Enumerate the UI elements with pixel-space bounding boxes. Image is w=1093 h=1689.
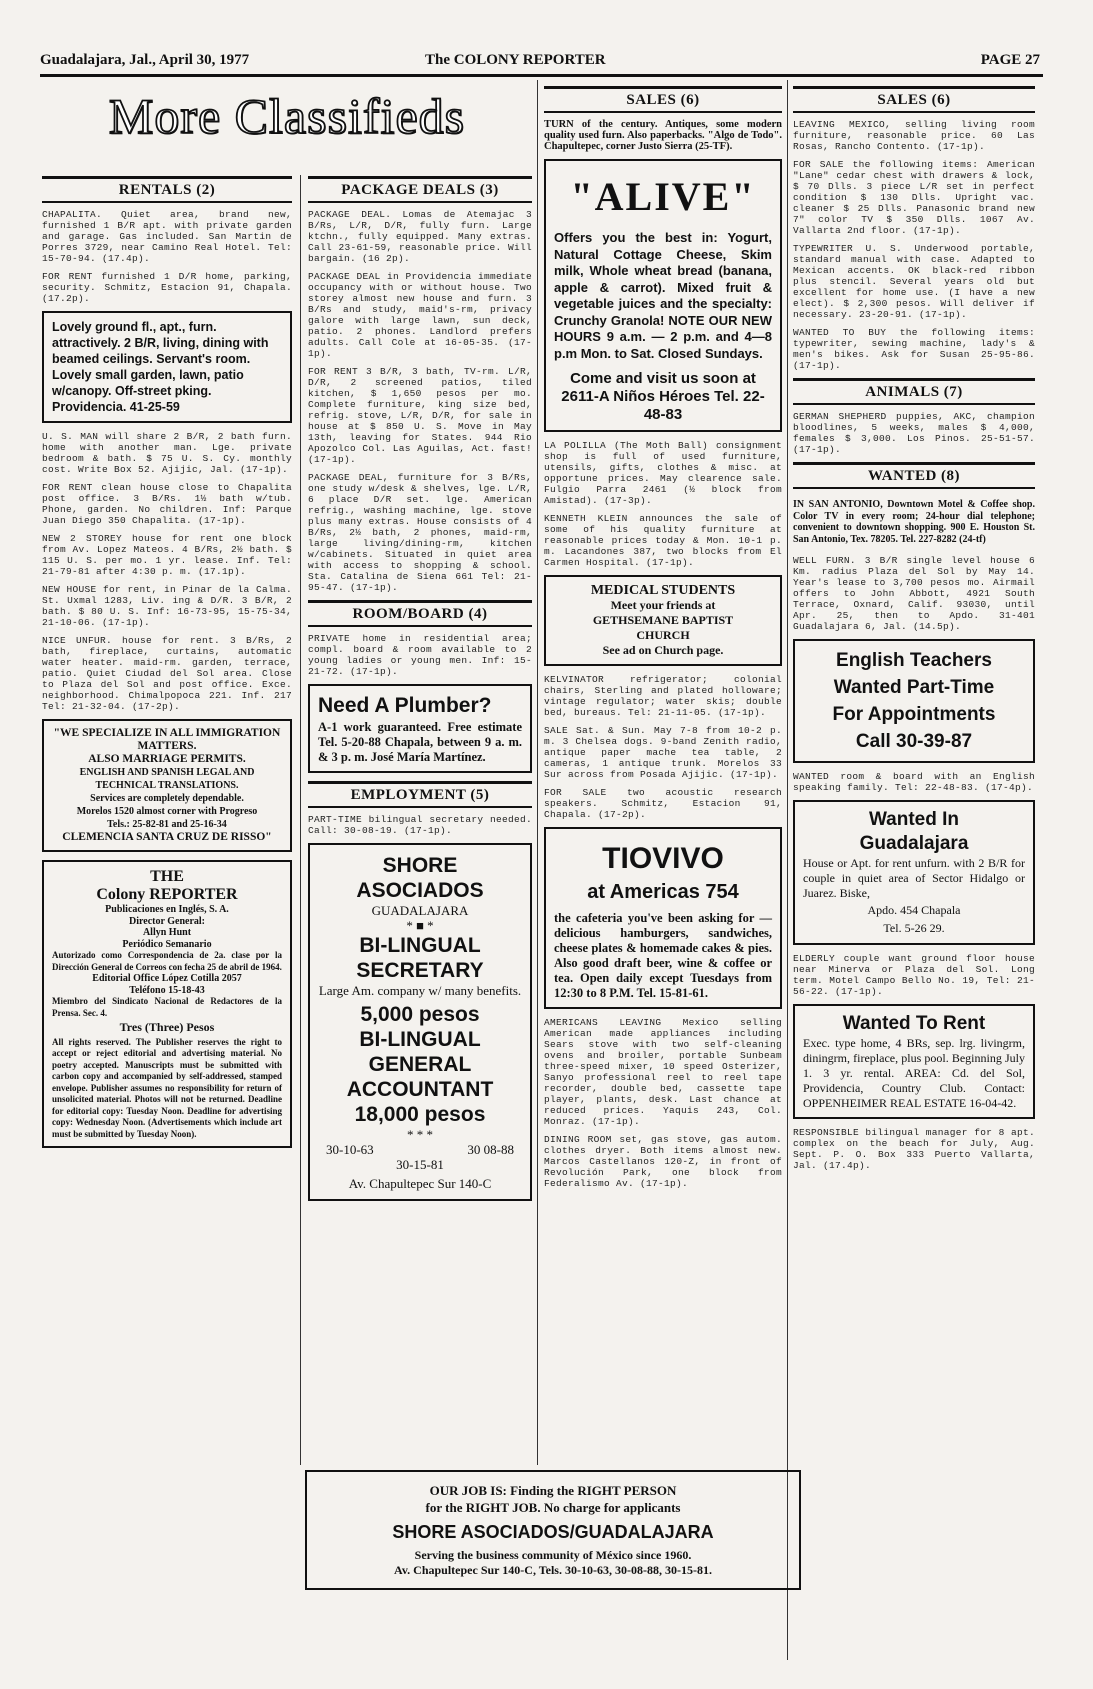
classified-ad: GERMAN SHEPHERD puppies, AKC, champion bloodlines, 5 weeks, males $ 4,000, females $ 3,000. Los Pinos. 25-51-57. (17-1p).	[793, 411, 1035, 455]
display-ad-immigration	[42, 719, 292, 852]
alive-headline: "ALIVE"	[570, 174, 756, 219]
shore-line: SECRETARY	[356, 959, 484, 982]
section-header-sales-2: SALES (6)	[793, 86, 1035, 113]
classified-ad: WANTED TO BUY the following items: typewriter, sewing machine, lady's & men's bikes. Ask for Susan 25-95-86. (17-1p).	[793, 327, 1035, 371]
title-block	[42, 86, 532, 152]
column-rentals	[42, 172, 292, 1156]
shore-line: ACCOUNTANT	[346, 1078, 494, 1101]
dateline: Guadalajara, Jal., April 30, 1977	[40, 52, 250, 68]
wg-headline: Guadalajara	[859, 833, 969, 854]
tiovivo-headline: TIOVIVO	[602, 842, 724, 875]
section-header-rentals: RENTALS (2)	[42, 176, 292, 203]
banner-line: for the RIGHT JOB. No charge for applicants	[425, 1500, 681, 1515]
shore-stars: * ■ *	[406, 918, 434, 933]
colophon-office: Editorial Office López Cotilla 2057	[92, 973, 242, 984]
classified-ad: WELL FURN. 3 B/R single level house 6 Km. radius Plaza del Sol by May 14. Year's lease to 3,700 pesos mo. Airmail offers to John Abbott, 4921 South Terrace, Oxnard, Calif. 93030, until Apr. 25, then to Apdo. 31-401 Guadalajara 6, Jal. (14.5p).	[793, 555, 1035, 632]
banner-line: Av. Chapultepec Sur 140-C, Tels. 30-10-63, 30-08-88, 30-15-81.	[394, 1563, 712, 1577]
header-rule	[40, 74, 1043, 77]
shore-line: ASOCIADOS	[356, 879, 484, 902]
shore-line: 5,000 pesos	[360, 1003, 480, 1026]
colophon-price: Tres (Three) Pesos	[119, 1020, 215, 1034]
display-ad-lovely: Lovely ground fl., apt., furn. attractively. 2 B/R, living, dining with beamed ceilings. Servant's room. Lovely small garden, lawn, patio w/canopy. Off-street pking. Providencia. 41-25-59	[42, 311, 292, 423]
banner-title: SHORE ASOCIADOS/GUADALAJARA	[392, 1522, 714, 1542]
paper-name: The COLONY REPORTER	[425, 52, 606, 68]
wr-text: Exec. type home, 4 BRs, sep. lrg. livingrm, diningrm, fireplace, plus pool. Beginning July 1. 3 yr. rental. AREA: Cd. del Sol, Providencia, Country Club. Contact: OPPENHEIMER REAL ESTATE 16-04-42.	[803, 1036, 1025, 1110]
banner-line: Serving the business community of México since 1960.	[414, 1548, 692, 1562]
colophon-the: THE	[150, 868, 184, 885]
classified-ad: TURN of the century. Antiques, some modern quality used furn. Also paperbacks. "Algo de Todo". Chapultepec, corner Justo Sierra (25-TF).	[544, 119, 782, 152]
colophon-member: Miembro del Sindicato Nacional de Redactores de la Prensa. Sec. 4.	[52, 996, 282, 1018]
section-header-animals: ANIMALS (7)	[793, 378, 1035, 405]
classified-ad: SALE Sat. & Sun. May 7-8 from 10-2 p. m. 3 Chelsea dogs. 9-band Zenith radio, antique paper mache tea table, 2 cameras, 1 antique trunk. Morelos 33 Sur across from Posada Ajijic. (17-1p).	[544, 725, 782, 780]
immig-line: CLEMENCIA SANTA CRUZ DE RISSO"	[62, 831, 272, 843]
classified-ad: LEAVING MEXICO, selling living room furniture, reasonable price. 60 Las Rosas, Rancho Contento. (17-1p).	[793, 119, 1035, 152]
classified-ad: NEW 2 STOREY house for rent one block from Av. Lopez Mateos. 4 B/Rs, 2½ bath. $ 115 U. S. per mo. 1 yr. lease. Inf. Tel: 21-79-81 after 4:30 p. m. (17.1p).	[42, 533, 292, 577]
column-rule	[300, 175, 301, 1465]
page-header	[40, 52, 1040, 74]
classified-ad: KELVINATOR refrigerator; colonial chairs, Sterling and plated holloware; vintage regulator; water skis; double bed, bureaus. Tel: 21-11-05. (17-1p).	[544, 674, 782, 718]
colophon-pub: Publicaciones en Inglés, S. A.	[105, 904, 229, 915]
classified-ad: CHAPALITA. Quiet area, brand new, furnished 1 B/R apt. with private garden and garage. Gas included. San Martin de Porres 3729, near Camino Real Hotel. Tel: 15-70-94. (17.4p).	[42, 209, 292, 264]
med-line: GETHSEMANE BAPTIST	[592, 613, 734, 627]
colophon-dir-label: Director General:	[129, 915, 205, 927]
classified-ad: PACKAGE DEAL in Providencia immediate occupancy with or without house. Two storey almost new house and furn. 3 B/Rs and study, maid's-rm, privacy galore with large lawn, sun deck, patio. 2 phones. Landlord prefers adults. Call Cole at 16-05-35. (17-1p).	[308, 271, 532, 359]
tiovivo-subhead: at Americas 754	[587, 881, 739, 903]
eng-line: English Teachers	[836, 650, 992, 671]
classified-ad: NICE UNFUR. house for rent. 3 B/Rs, 2 bath, fireplace, curtains, automatic water heater. maid-rm. garden, terrace, patio. Quiet Ciudad del Sol area. Close to Plaza del Sol and post office. Exce. neighborhood. Chimalpopoca 221. Inf. 217 Tel: 21-32-04. (17-2p).	[42, 635, 292, 712]
shore-tel: 30 08-88	[467, 1142, 514, 1157]
shore-line: BI-LINGUAL	[359, 934, 481, 957]
wg-headline: Wanted In	[868, 809, 960, 830]
shore-address: Av. Chapultepec Sur 140-C	[348, 1176, 492, 1191]
classified-ad: PRIVATE home in residential area; compl. board & room available to 2 young ladies or young men. Inf: 15-21-72. (17-1p).	[308, 633, 532, 677]
classified-ad: FOR RENT 3 B/R, 3 bath, TV-rm. L/R, D/R, 2 screened patios, tiled kitchen, $ 1,650 pesos per mo. Complete furniture, king size bed, refrig. stove, L/R, D/R, for sale in house at $ 850 U. S. Move in May 13th, leaving for States. 944 Rio Apozolco Col. Las Aguilas, Act. fast! (17-1p).	[308, 366, 532, 465]
immig-line: Morelos 1520 almost corner with Progreso	[76, 806, 258, 817]
med-headline: MEDICAL STUDENTS	[590, 583, 736, 598]
column-sales-wanted	[793, 82, 1035, 1178]
display-ad-wanted-to-rent	[793, 1004, 1035, 1119]
classified-ad: LA POLILLA (The Moth Ball) consignment shop is full of used furniture, utensils, gifts, clothes & misc. at opportune prices. May clearence sale. Fulgio Parra 2461 (½ block from Amistad). (17-3p).	[544, 440, 782, 506]
classified-ad: PACKAGE DEAL, furniture for 3 B/Rs, one study w/desk & shelves, lge. L/R, 6 place D/R set. lge. American refrig., washing machine, lge. stove plus many extras. House consists of 4 B/Rs, 2½ bath, 2 phones, maid-rm, large living/dining-rm, kitchen w/cabinets. Situated in quiet area with access to shopping & school. Sta. Catalina de Siena 661 Tel: 21-95-47. (17-1p).	[308, 472, 532, 593]
shore-line: SHORE	[382, 854, 458, 877]
classified-ad: RESPONSIBLE bilingual manager for 8 apt. complex on the beach for July, Aug. Sept. P. O. Box 333 Puerto Vallarta, Jal. (17.4p).	[793, 1127, 1035, 1171]
eng-line: For Appointments	[832, 704, 996, 725]
column-sales	[544, 82, 782, 1196]
display-ad-motel: IN SAN ANTONIO, Downtown Motel & Coffee shop. Color TV in every room; 24-hour dial telephone; convenient to downtown shopping. 900 E. Houston St. San Antonio, Tex. 78205. Tel. 227-8282 (24-tf)	[793, 499, 1035, 545]
alive-text: Offers you the best in: Yogurt, Natural Cottage Cheese, Skim milk, Whole wheat bread (banana, apple & carrot). Mixed fruit & vegetable juices and the specialty: Crunchy Granola! NOTE OUR NEW HOURS 9 a.m. — 2 p.m. and 4—8 p.m Mon. to Sat. Closed Sundays.	[554, 230, 772, 361]
classified-ad: NEW HOUSE for rent, in Pinar de la Calma. St. Uxmal 1283, Liv. ing & D/R. 3 B/R, 2 bath. $ 80 U. S. Inf: 16-73-95, 15-75-34, 21-10-06. (17-1p).	[42, 584, 292, 628]
shore-tel: 30-10-63	[326, 1142, 374, 1157]
eng-line: Call 30-39-87	[855, 731, 973, 752]
immig-line: Services are completely dependable.	[90, 793, 244, 804]
shore-line: GUADALAJARA	[371, 903, 469, 918]
display-ad-medical	[544, 575, 782, 666]
alive-address: Come and visit us soon at 2611-A Niños Héroes Tel. 22-48-83	[561, 370, 765, 423]
colophon-rights: All rights reserved. The Publisher reserves the right to accept or reject editorial and advertising material. No poetry accepted. Manuscripts must be submitted with carbon copy and accompanied by self-addressed, stamped envelope. Publisher assumes no responsibility for return of unsolicited material. Photos will not be returned. Deadline for editorial copy: Tuesday Noon. Deadline for advertising copy: Wednesday Noon. (Advertisements which include art must be submitted by Tuesday Noon).	[52, 1036, 282, 1139]
display-ad-plumber	[308, 684, 532, 773]
classified-ad: FOR SALE the following items: American "Lane" cedar chest with drawers & lock, $ 70 Dlls. 3 piece L/R set in perfect condition $ 130 Dlls. Upright vac. cleaner $ 25 Dlls. Panasonic brand new 7" color TV $ 350 Dlls. 1067 Av. Vallarta 2nd floor. (17-1p).	[793, 159, 1035, 236]
shore-line: 18,000 pesos	[354, 1103, 486, 1126]
column-rule	[537, 80, 538, 1465]
colophon-name: Colony REPORTER	[96, 886, 238, 903]
plumber-text: A-1 work guaranteed. Free estimate Tel. 5-20-88 Chapala, between 9 a. m. & 3 p. m. José María Martínez.	[318, 720, 522, 764]
colophon-weekly: Periódico Semanario	[122, 938, 212, 950]
display-ad-english-teachers	[793, 639, 1035, 763]
immig-line: Tels.: 25-82-81 and 25-16-34	[107, 819, 227, 830]
colophon-tel: Teléfono 15-18-43	[129, 984, 205, 996]
colophon	[42, 860, 292, 1148]
immig-line: ENGLISH AND SPANISH LEGAL AND TECHNICAL TRANSLATIONS.	[79, 767, 255, 791]
shore-tel: 30-15-81	[396, 1157, 444, 1172]
page-number: PAGE 27	[980, 52, 1040, 68]
classified-ad: PACKAGE DEAL. Lomas de Atemajac 3 B/Rs, L/R, D/R, fully furn. Large ktchn., fully equipped. Many extras. Call 23-61-59, reasonable price. Will bargain. (16 2p).	[308, 209, 532, 264]
colophon-dir: Allyn Hunt	[142, 927, 192, 938]
section-header-employment: EMPLOYMENT (5)	[308, 781, 532, 808]
classified-ad: KENNETH KLEIN announces the sale of some of his quality furniture at reasonable prices today & Mon. 10-1 p. m. Lacandones 387, two blocks from El Carmen Hospital. (17-1p).	[544, 513, 782, 568]
section-header-wanted: WANTED (8)	[793, 462, 1035, 489]
shore-line: BI-LINGUAL	[359, 1028, 481, 1051]
display-ad-tiovivo	[544, 827, 782, 1009]
section-header-package: PACKAGE DEALS (3)	[308, 176, 532, 203]
column-rule	[787, 80, 788, 1660]
shore-stars: * * *	[407, 1127, 433, 1142]
wg-contact: Tel. 5-26 29.	[883, 921, 945, 935]
wg-contact: Apdo. 454 Chapala	[867, 903, 961, 917]
display-ad-shore	[308, 843, 532, 1201]
display-ad-alive	[544, 159, 782, 432]
page-title: More Classifieds	[108, 88, 466, 144]
eng-line: Wanted Part-Time	[833, 677, 995, 698]
shore-line: GENERAL	[368, 1053, 472, 1076]
classified-ad: U. S. MAN will share 2 B/R, 2 bath furn. home with another man. Lge. private bedroom & bath. $ 75 U. S. Cy. monthly cost. Write Box 52. Ajijic, Jal. (17-1p).	[42, 431, 292, 475]
wg-text: House or Apt. for rent unfurn. with 2 B/R for couple in quiet area of Sector Hidalgo or Juarez. Biske,	[803, 856, 1025, 900]
classified-ad: TYPEWRITER U. S. Underwood portable, standard manual with case. Adapted to Mexican accents. OK black-red ribbon plus stencil. Several years old but excellent for home use. (I have a new elect). $ 2,300 pesos. Will deliver if necessary. 23-20-91. (17-1p).	[793, 243, 1035, 320]
classified-ad: DINING ROOM set, gas stove, gas autom. clothes dryer. Both items almost new. Marcos Castellanos 120-Z, in front of Revolución Park, one block from Federalismo Av. (17-1p).	[544, 1134, 782, 1189]
classified-ad: ELDERLY couple want ground floor house near Minerva or Plaza del Sol. Long term. Motel Campo Bello No. 19, Tel: 21-56-22. (17-1p).	[793, 953, 1035, 997]
med-line: CHURCH	[636, 628, 690, 642]
tiovivo-text: the cafeteria you've been asking for — delicious hamburgers, sandwiches, cheese plates & homemade cakes & pies. Also good draft beer, wine & coffee or tea. Open daily except Tuesdays from 12:30 to 8 P.M. Tel. 15-81-61.	[554, 911, 772, 1000]
wr-headline: Wanted To Rent	[842, 1013, 986, 1034]
classified-ad: FOR RENT clean house close to Chapalita post office. 3 B/Rs. 1½ bath w/tub. Phone, garden. No children. Inf: Parque Juan Diego 350 Chapalita. (17-1p).	[42, 482, 292, 526]
display-ad-wanted-guadalajara	[793, 800, 1035, 945]
classified-ad: FOR SALE two acoustic research speakers. Schmitz, Estacion 91, Chapala. (17-2p).	[544, 787, 782, 820]
colophon-auth: Autorizado como Correspondencia de 2a. clase por la Dirección General de Correos con fecha 25 de abril de 1964.	[52, 950, 282, 972]
classified-ad: AMERICANS LEAVING Mexico selling American made appliances including Sears stove with two self-cleaning ovens and broiler, portable Sunbeam three-speed mixer, 10 speed Osterizer, Sanyo professional reel to reel tape recorder, double bed, cassette tape player, plants, desk. Last chance at reduced prices. Yaquis 243, Col. Monraz. (17-1p).	[544, 1017, 782, 1127]
shore-line: Large Am. company w/ many benefits.	[318, 983, 522, 998]
classified-ad: PART-TIME bilingual secretary needed. Call: 30-08-19. (17-1p).	[308, 814, 532, 836]
classified-ad: WANTED room & board with an English speaking family. Tel: 22-48-83. (17-4p).	[793, 771, 1035, 793]
immig-line: ALSO MARRIAGE PERMITS.	[88, 753, 246, 765]
classified-ad: FOR RENT furnished 1 D/R home, parking, security. Schmitz, Estacion 91, Chapala. (17.2p).	[42, 271, 292, 304]
section-header-sales: SALES (6)	[544, 86, 782, 113]
plumber-headline: Need A Plumber?	[318, 694, 492, 717]
med-line: See ad on Church page.	[602, 643, 724, 657]
med-line: Meet your friends at	[610, 598, 716, 612]
immig-line: "WE SPECIALIZE IN ALL IMMIGRATION MATTERS.	[53, 727, 281, 752]
section-header-room-board: ROOM/BOARD (4)	[308, 600, 532, 627]
column-package	[308, 172, 532, 1209]
banner-line: OUR JOB IS: Finding the RIGHT PERSON	[429, 1483, 677, 1498]
display-ad-shore-banner	[305, 1470, 801, 1590]
